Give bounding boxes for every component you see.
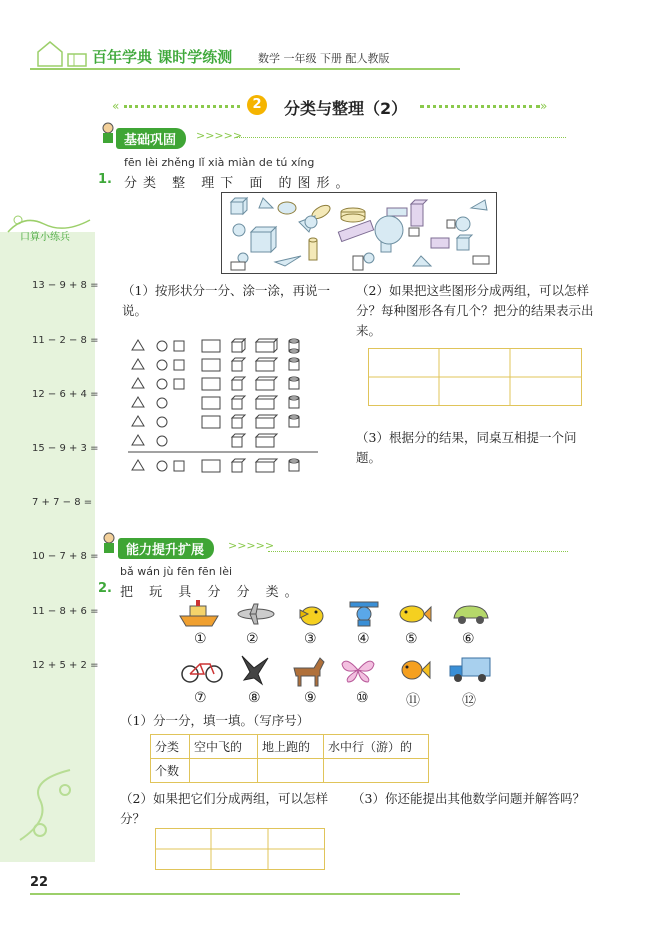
q1-number: 1. (98, 172, 112, 187)
q1-part2: （2）如果把这些图形分成两组，可以怎样分？每种图形各有几个？把分的结果表示出来。 (356, 283, 594, 338)
toy-label: ④ (357, 631, 370, 647)
title-dots-right (420, 105, 540, 108)
title-arrows-left: « (112, 99, 120, 113)
ship-icon (178, 600, 220, 628)
mental-math-label: 口算小练兵 (20, 232, 70, 243)
car-icon (452, 600, 490, 628)
toy-label: ⑦ (194, 690, 207, 706)
side-equation: 7 + 7 − 8 = (32, 497, 93, 508)
toy-label: ① (194, 631, 207, 647)
student-mascot-icon (100, 532, 118, 556)
section-advanced-line (268, 551, 568, 552)
toy-label: ② (246, 631, 259, 647)
table-cell[interactable] (324, 759, 429, 783)
vine-swirl-icon (10, 760, 90, 850)
airplane-icon (236, 602, 276, 626)
q2-number: 2. (98, 581, 112, 596)
shapes-picture (221, 192, 497, 274)
q2-pinyin: bǎ wán jù fēn fēn lèi (120, 565, 233, 578)
lesson-number-badge: 2 (247, 95, 267, 115)
title-arrows-right: » (540, 99, 548, 113)
side-equation: 15 − 9 + 3 = (32, 443, 99, 454)
bird-icon (296, 600, 328, 628)
side-equation: 13 − 9 + 8 = (32, 280, 99, 291)
q2-part2: （2）如果把它们分成两组，可以怎样分？ (120, 791, 328, 826)
header-divider (30, 68, 460, 70)
table-cell[interactable] (190, 759, 258, 783)
shape-coloring-grid (128, 336, 318, 478)
bicycle-icon (180, 656, 224, 684)
page-number: 22 (30, 875, 49, 890)
toy-label: ⑥ (462, 631, 475, 647)
q2-part1: （1）分一分，填一填。（写序号） (120, 713, 310, 728)
toy-label: ⑧ (248, 690, 261, 706)
title-dots-left (124, 105, 240, 108)
side-equation: 11 − 2 − 8 = (32, 335, 99, 346)
table-row (151, 759, 429, 783)
toy-label: ⑩ (356, 690, 369, 706)
q1-pinyin: fēn lèi zhěng lǐ xià miàn de tú xíng (124, 156, 315, 169)
side-equation: 12 + 5 + 2 = (32, 660, 99, 671)
table-cell: 空中飞的 (190, 735, 258, 759)
swallow-icon (240, 654, 270, 686)
section-basic-badge: 基础巩固 (116, 128, 186, 149)
q2-classification-table (150, 734, 429, 783)
robot-plane-icon (348, 600, 380, 628)
side-equation: 10 − 7 + 8 = (32, 551, 99, 562)
truck-icon (448, 656, 492, 684)
student-mascot-icon (100, 122, 116, 146)
section-advanced-badge: 能力提升扩展 (118, 538, 214, 559)
q1-text: 分类 整 理下 面 的图形。 (124, 176, 355, 191)
q1-part1: （1）按形状分一分、涂一涂，再说一说。 (122, 283, 330, 318)
section-basic-arrows: >>>>> (196, 129, 243, 142)
side-equation: 12 − 6 + 4 = (32, 389, 99, 400)
fish-icon (398, 602, 432, 626)
table-cell: 分类 (151, 735, 190, 759)
lesson-title: 分类与整理（2） (284, 99, 408, 118)
table-cell: 水中行（游）的 (324, 735, 429, 759)
section-advanced-arrows: >>>>> (228, 539, 275, 552)
q1-part3: （3）根据分的结果，同桌互相提一个问题。 (356, 430, 577, 465)
q2-part3: （3）你还能提出其他数学问题并解答吗？ (352, 791, 585, 806)
section-basic-line (236, 137, 566, 138)
header-brand: 百年学典 课时学练测 (92, 48, 233, 66)
butterfly-icon (340, 656, 376, 684)
footer-divider (30, 893, 460, 895)
toy-label: ⑫ (462, 693, 476, 709)
goldfish-icon (396, 654, 432, 686)
horse-icon (288, 652, 326, 688)
toy-label: ③ (304, 631, 317, 647)
toy-label: ⑨ (304, 690, 317, 706)
table-row (151, 735, 429, 759)
q2-answer-grid (155, 828, 325, 870)
house-logo-icon (34, 38, 90, 68)
toy-label: ⑤ (405, 631, 418, 647)
side-equation: 11 − 8 + 6 = (32, 606, 99, 617)
q1-answer-grid (368, 348, 582, 406)
table-cell: 个数 (151, 759, 190, 783)
header-subtitle: 数学 一年级 下册 配人教版 (258, 52, 390, 65)
toy-label: ⑪ (406, 693, 420, 709)
q2-text: 把 玩 具 分 分 类。 (120, 585, 304, 600)
table-cell: 地上跑的 (258, 735, 324, 759)
table-cell[interactable] (258, 759, 324, 783)
